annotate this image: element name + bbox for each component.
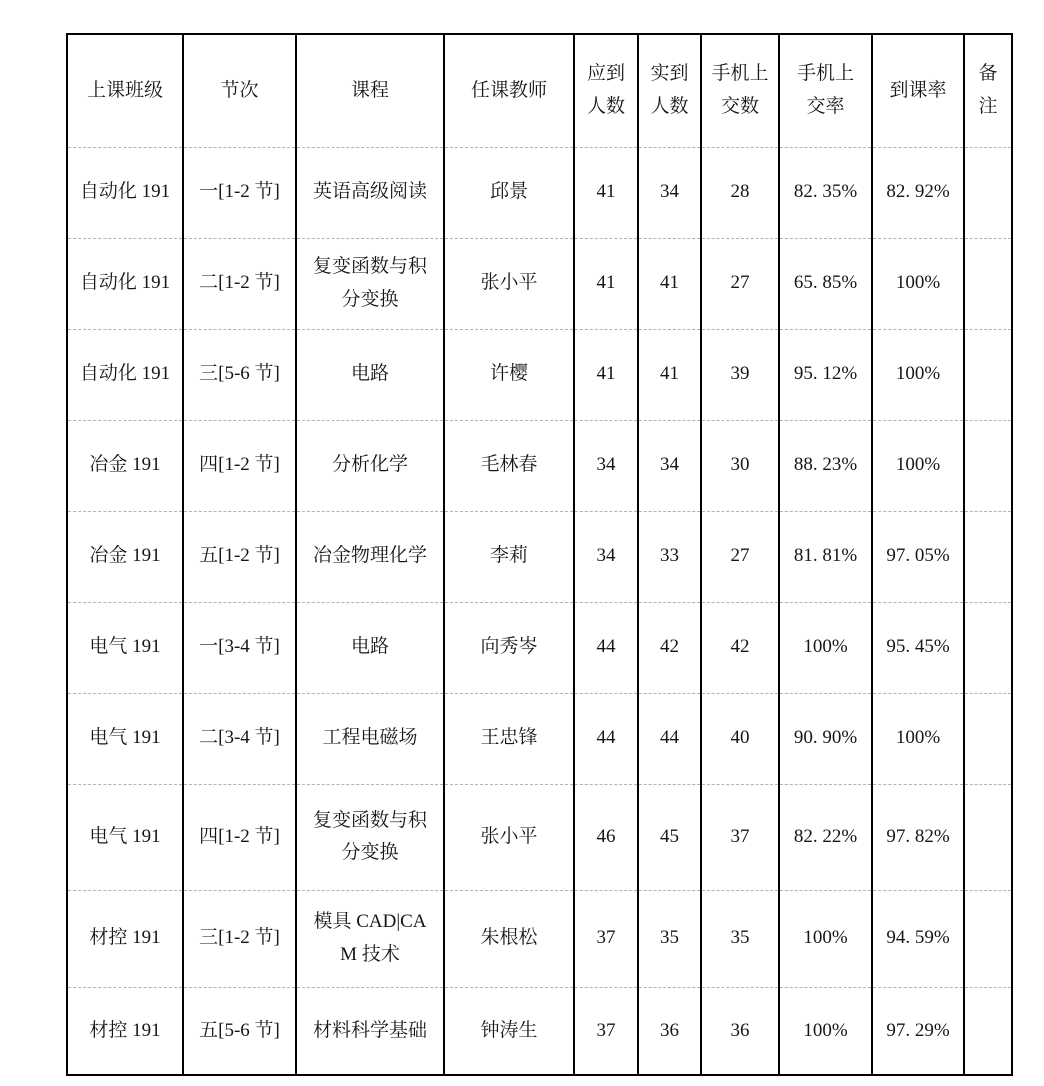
cell-class: 自动化 191 — [67, 329, 183, 420]
cell-phones: 28 — [701, 147, 779, 238]
cell-course: 电路 — [296, 602, 444, 693]
cell-phones: 30 — [701, 420, 779, 511]
cell-remarks — [964, 420, 1012, 511]
header-expected-count: 应到人数 — [574, 34, 638, 147]
header-period: 节次 — [183, 34, 296, 147]
cell-phones: 42 — [701, 602, 779, 693]
cell-course: 材料科学基础 — [296, 987, 444, 1075]
cell-class: 材控 191 — [67, 890, 183, 987]
cell-period: 五[1-2 节] — [183, 511, 296, 602]
table-row — [67, 238, 1012, 329]
cell-teacher: 张小平 — [444, 238, 574, 329]
cell-remarks — [964, 602, 1012, 693]
table-row — [67, 890, 1012, 987]
cell-remarks — [964, 987, 1012, 1075]
header-class: 上课班级 — [67, 34, 183, 147]
cell-actual: 42 — [638, 602, 701, 693]
cell-remarks — [964, 890, 1012, 987]
cell-actual: 36 — [638, 987, 701, 1075]
cell-remarks — [964, 238, 1012, 329]
cell-phones: 37 — [701, 784, 779, 890]
header-attendance-rate: 到课率 — [872, 34, 964, 147]
cell-attendance-rate: 94. 59% — [872, 890, 964, 987]
cell-period: 二[3-4 节] — [183, 693, 296, 784]
cell-attendance-rate: 100% — [872, 420, 964, 511]
cell-actual: 45 — [638, 784, 701, 890]
cell-phones: 27 — [701, 238, 779, 329]
cell-expected: 41 — [574, 238, 638, 329]
header-row — [67, 34, 1012, 147]
cell-class: 自动化 191 — [67, 147, 183, 238]
cell-expected: 37 — [574, 987, 638, 1075]
cell-course: 分析化学 — [296, 420, 444, 511]
cell-phones: 27 — [701, 511, 779, 602]
cell-actual: 34 — [638, 147, 701, 238]
cell-remarks — [964, 511, 1012, 602]
cell-class: 材控 191 — [67, 987, 183, 1075]
cell-expected: 37 — [574, 890, 638, 987]
table-row — [67, 420, 1012, 511]
cell-expected: 46 — [574, 784, 638, 890]
cell-teacher: 张小平 — [444, 784, 574, 890]
cell-attendance-rate: 95. 45% — [872, 602, 964, 693]
cell-attendance-rate: 97. 82% — [872, 784, 964, 890]
cell-course: 工程电磁场 — [296, 693, 444, 784]
cell-expected: 44 — [574, 693, 638, 784]
cell-period: 五[5-6 节] — [183, 987, 296, 1075]
cell-attendance-rate: 100% — [872, 238, 964, 329]
cell-course: 复变函数与积分变换 — [296, 238, 444, 329]
cell-attendance-rate: 97. 29% — [872, 987, 964, 1075]
cell-actual: 34 — [638, 420, 701, 511]
cell-remarks — [964, 147, 1012, 238]
cell-class: 电气 191 — [67, 784, 183, 890]
cell-remarks — [964, 693, 1012, 784]
cell-teacher: 李莉 — [444, 511, 574, 602]
cell-phones: 36 — [701, 987, 779, 1075]
cell-period: 一[3-4 节] — [183, 602, 296, 693]
cell-phones: 35 — [701, 890, 779, 987]
table-row — [67, 329, 1012, 420]
cell-period: 三[1-2 节] — [183, 890, 296, 987]
cell-class: 冶金 191 — [67, 420, 183, 511]
cell-expected: 34 — [574, 511, 638, 602]
cell-phone-rate: 82. 22% — [779, 784, 872, 890]
cell-class: 冶金 191 — [67, 511, 183, 602]
cell-phone-rate: 88. 23% — [779, 420, 872, 511]
cell-course: 复变函数与积分变换 — [296, 784, 444, 890]
cell-actual: 41 — [638, 238, 701, 329]
cell-expected: 44 — [574, 602, 638, 693]
table-row — [67, 511, 1012, 602]
header-course: 课程 — [296, 34, 444, 147]
cell-period: 二[1-2 节] — [183, 238, 296, 329]
cell-expected: 41 — [574, 147, 638, 238]
cell-attendance-rate: 100% — [872, 693, 964, 784]
cell-phones: 40 — [701, 693, 779, 784]
cell-phone-rate: 95. 12% — [779, 329, 872, 420]
header-phone-submit-rate: 手机上交率 — [779, 34, 872, 147]
cell-course: 英语高级阅读 — [296, 147, 444, 238]
header-remarks: 备注 — [964, 34, 1012, 147]
cell-teacher: 王忠锋 — [444, 693, 574, 784]
cell-phones: 39 — [701, 329, 779, 420]
cell-teacher: 钟涛生 — [444, 987, 574, 1075]
cell-class: 电气 191 — [67, 602, 183, 693]
cell-expected: 34 — [574, 420, 638, 511]
cell-teacher: 邱景 — [444, 147, 574, 238]
cell-attendance-rate: 100% — [872, 329, 964, 420]
cell-teacher: 许樱 — [444, 329, 574, 420]
cell-remarks — [964, 784, 1012, 890]
cell-period: 四[1-2 节] — [183, 784, 296, 890]
table-row — [67, 693, 1012, 784]
cell-class: 电气 191 — [67, 693, 183, 784]
cell-period: 四[1-2 节] — [183, 420, 296, 511]
table-row — [67, 147, 1012, 238]
cell-teacher: 朱根松 — [444, 890, 574, 987]
cell-expected: 41 — [574, 329, 638, 420]
cell-class: 自动化 191 — [67, 238, 183, 329]
cell-remarks — [964, 329, 1012, 420]
cell-phone-rate: 65. 85% — [779, 238, 872, 329]
cell-actual: 44 — [638, 693, 701, 784]
cell-actual: 35 — [638, 890, 701, 987]
table-row — [67, 784, 1012, 890]
cell-phone-rate: 82. 35% — [779, 147, 872, 238]
cell-course: 冶金物理化学 — [296, 511, 444, 602]
table-row — [67, 602, 1012, 693]
cell-phone-rate: 100% — [779, 890, 872, 987]
cell-actual: 33 — [638, 511, 701, 602]
cell-phone-rate: 81. 81% — [779, 511, 872, 602]
cell-period: 三[5-6 节] — [183, 329, 296, 420]
cell-phone-rate: 90. 90% — [779, 693, 872, 784]
cell-period: 一[1-2 节] — [183, 147, 296, 238]
header-actual-count: 实到人数 — [638, 34, 701, 147]
cell-course: 模具 CAD|CAM 技术 — [296, 890, 444, 987]
cell-attendance-rate: 97. 05% — [872, 511, 964, 602]
cell-phone-rate: 100% — [779, 987, 872, 1075]
cell-course: 电路 — [296, 329, 444, 420]
header-teacher: 任课教师 — [444, 34, 574, 147]
header-phones-submitted: 手机上交数 — [701, 34, 779, 147]
cell-teacher: 向秀岑 — [444, 602, 574, 693]
cell-teacher: 毛林春 — [444, 420, 574, 511]
cell-phone-rate: 100% — [779, 602, 872, 693]
cell-actual: 41 — [638, 329, 701, 420]
cell-attendance-rate: 82. 92% — [872, 147, 964, 238]
attendance-table — [66, 33, 1013, 1076]
table-row — [67, 987, 1012, 1075]
